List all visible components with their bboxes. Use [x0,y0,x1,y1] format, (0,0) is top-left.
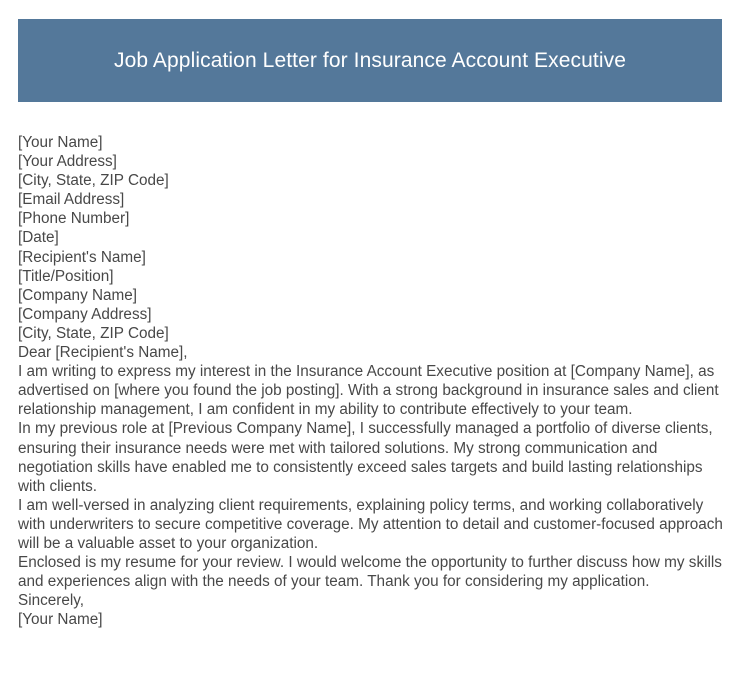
letter-paragraph-1: I am writing to express my interest in the Insurance Account Executive position at [Company Name], as advertised on [where you found the job posting]. With a strong background in insurance sales and client relationship management, I am confident in my ability to contribute effectively to your team. [18,363,719,419]
closing: Sincerely, [18,592,85,610]
recipient-city-state-zip: [City, State, ZIP Code] [18,324,169,342]
letter-paragraph-3: I am well-versed in analyzing client requirements, explaining policy terms, and working collaboratively with underwriters to secure competitive coverage. My attention to detail and customer-focused approach will be a valuable asset to your organization. [18,496,723,552]
sender-phone: [Phone Number] [18,210,130,228]
signature-name: [Your Name] [18,611,103,629]
sender-name: [Your Name] [18,134,103,151]
recipient-name: [Recipient's Name] [18,248,146,266]
page-title: Job Application Letter for Insurance Account Executive [113,48,627,72]
letter-paragraph-2: In my previous role at [Previous Company Name], I successfully managed a portfolio of diverse clients, ensuring their insurance needs were met with tailored solutions. My strong communication and negotiation skills have enabled me to consistently exceed sales targets and build lasting relationships with clients. [18,420,713,495]
recipient-title: [Title/Position] [18,267,114,285]
recipient-company-name: [Company Name] [18,286,138,304]
sender-city-state-zip: [City, State, ZIP Code] [18,172,169,190]
document-header-banner [18,19,722,102]
letter-body [18,133,724,629]
sender-email: [Email Address] [18,191,125,209]
recipient-company-address: [Company Address] [18,305,152,323]
letter-paragraph-4: Enclosed is my resume for your review. I would welcome the opportunity to further discuss how my skills and experiences align with the needs of your team. Thank you for considering my application. [18,554,722,591]
sender-address: [Your Address] [18,153,117,171]
salutation: Dear [Recipient's Name], [18,344,188,362]
letter-date: [Date] [18,229,59,247]
